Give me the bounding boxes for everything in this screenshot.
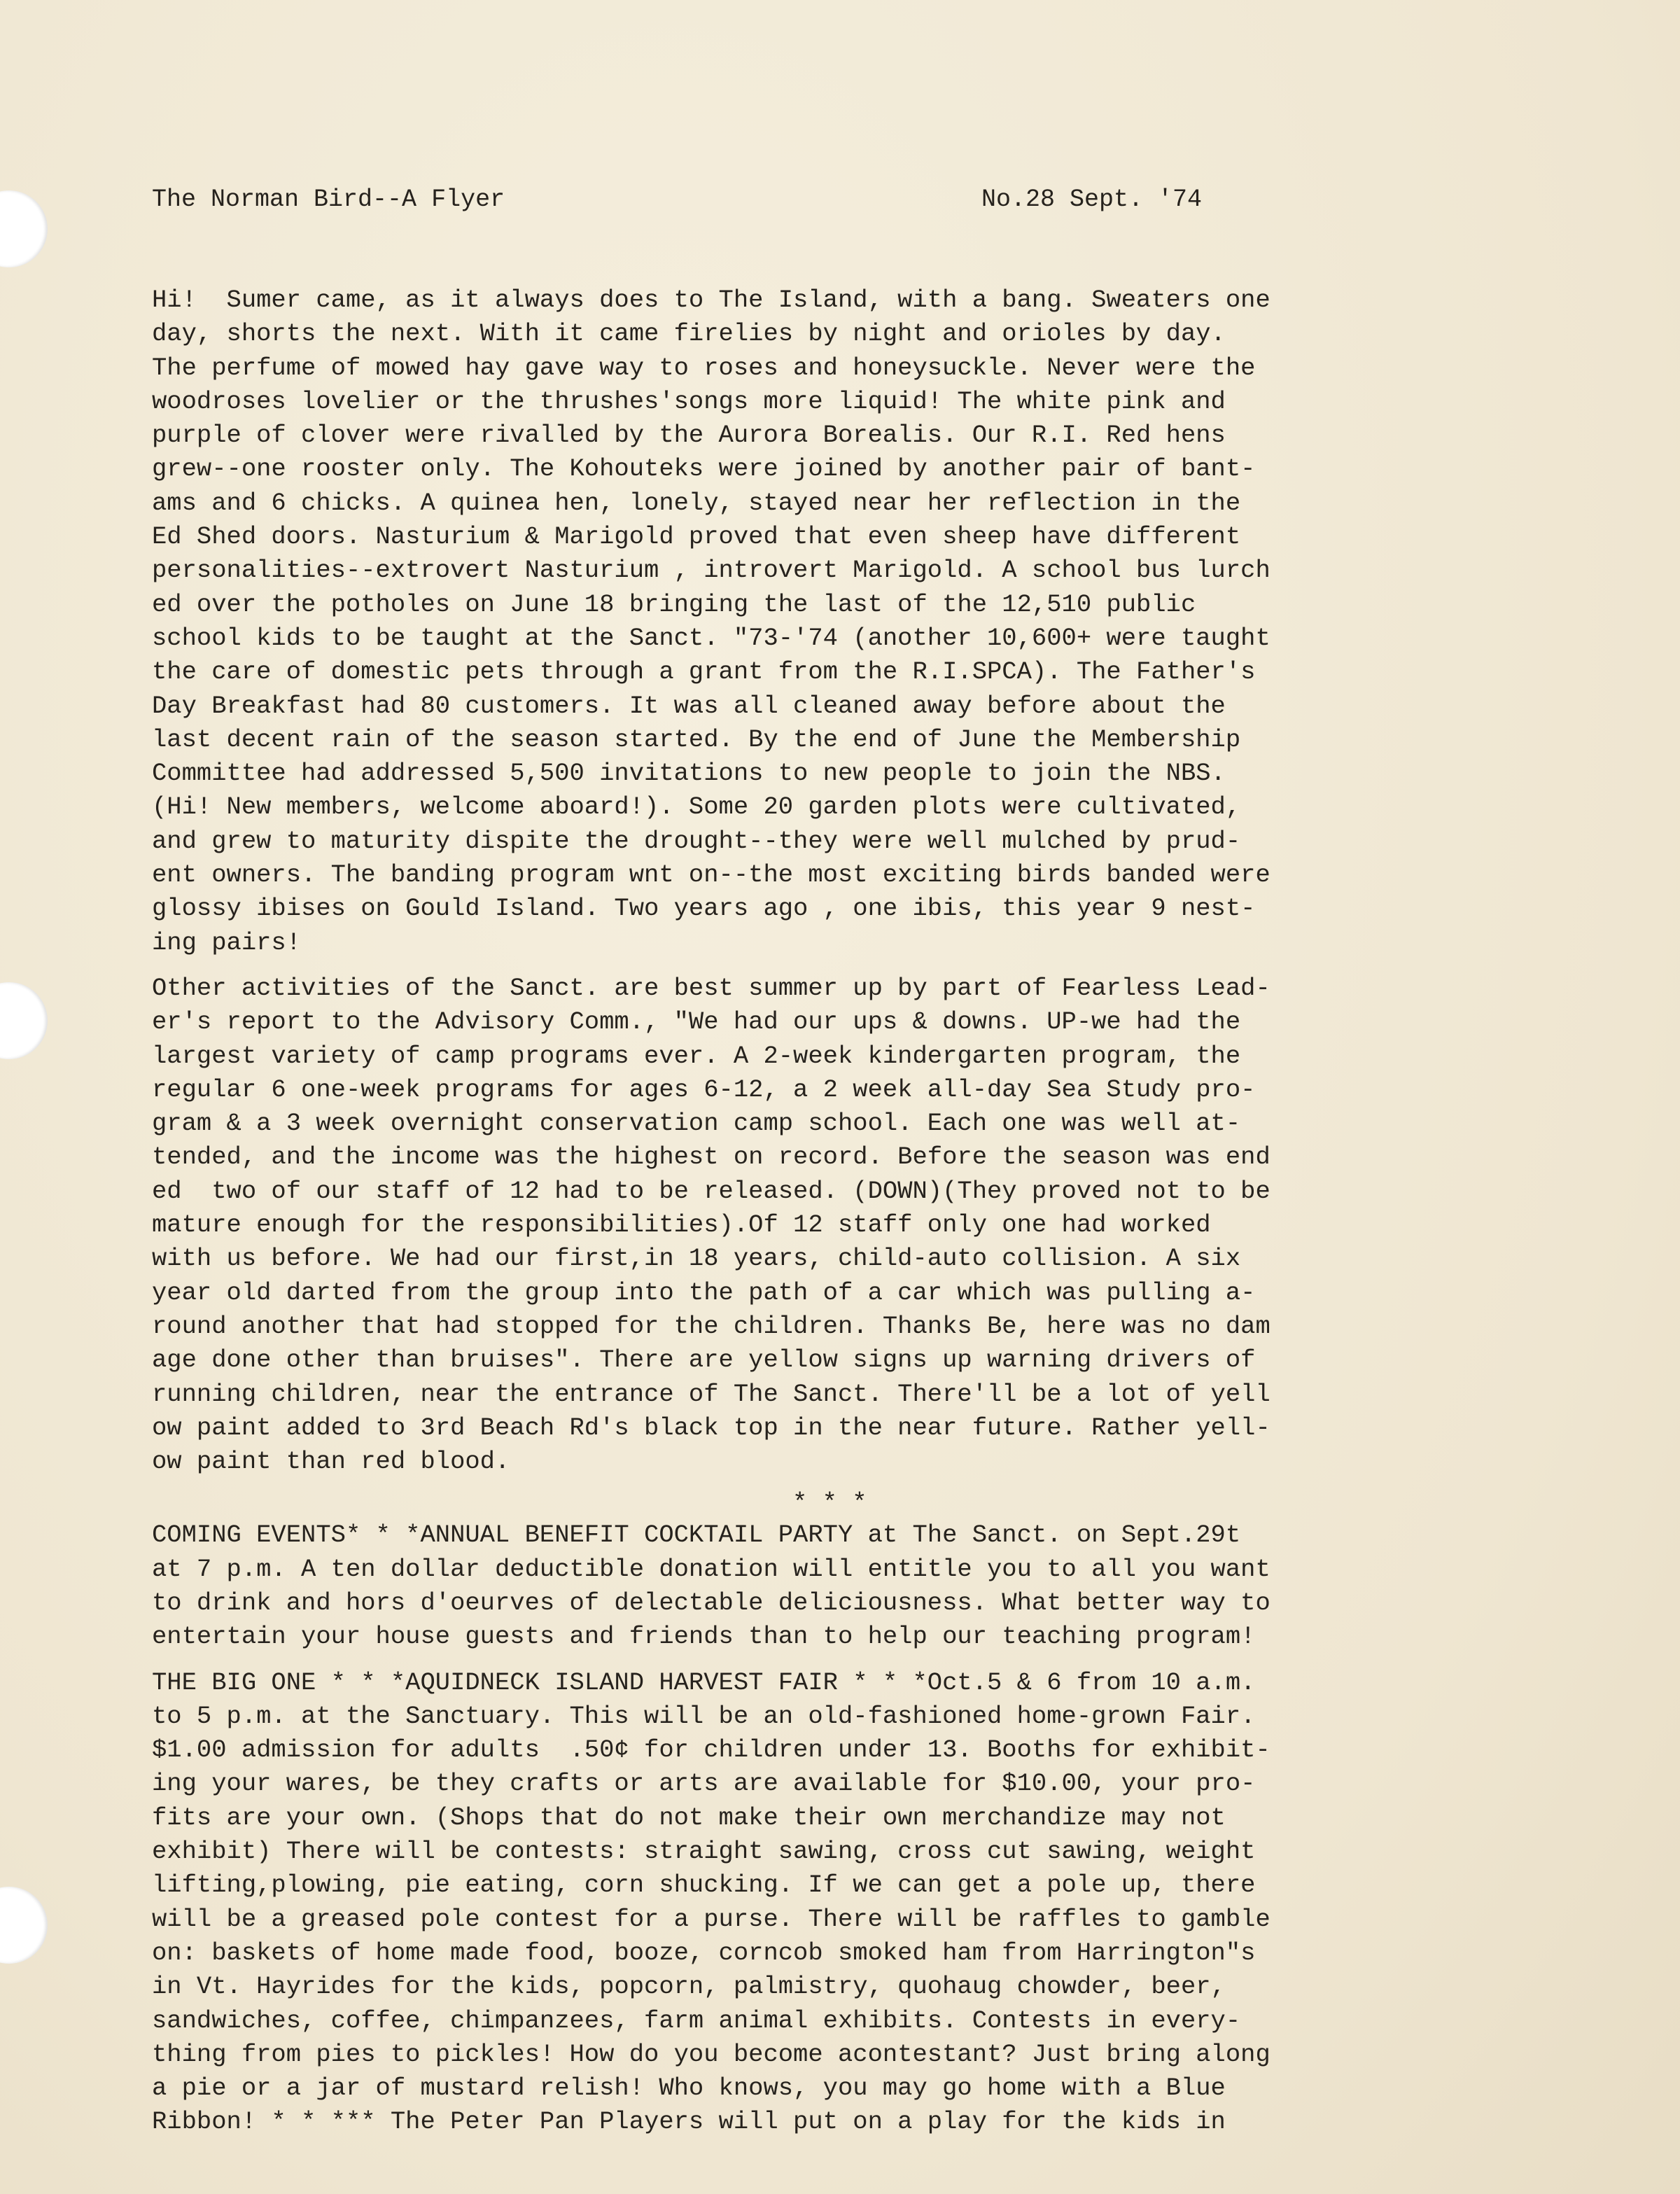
text-line: will be a greased pole contest for a purse. There will be raffles to gamble [152,1904,1270,1934]
text-line: mature enough for the responsibilities).Of 12 staff only one had worked [152,1210,1211,1240]
text-line: ow paint than red blood. [152,1447,510,1476]
text-line: round another that had stopped for the children. Thanks Be, here was no dam [152,1311,1270,1341]
newsletter-body [152,284,1433,2151]
text-line: personalities--extrovert Nasturium , introvert Marigold. A school bus lurch [152,556,1270,585]
paragraph-summer-news [152,284,1433,960]
text-line: The perfume of mowed hay gave way to roses and honeysuckle. Never were the [152,353,1256,382]
text-line: glossy ibises on Gould Island. Two years ago , one ibis, this year 9 nest- [152,894,1256,923]
text-line: ed over the potholes on June 18 bringing the last of the 12,510 public [152,589,1196,619]
text-line: THE BIG ONE * * *AQUIDNECK ISLAND HARVEST FAIR * * *Oct.5 & 6 from 10 a.m. [152,1668,1256,1697]
text-line: and grew to maturity dispite the drought--they were well mulched by prud- [152,826,1241,855]
text-line: ent owners. The banding program wnt on--the most exciting birds banded were [152,860,1270,890]
text-line: Ribbon! * * *** The Peter Pan Players will put on a play for the kids in [152,2107,1226,2137]
punch-hole [0,982,48,1059]
text-line: Committee had addressed 5,500 invitations to new people to join the NBS. [152,759,1226,788]
text-line: gram & a 3 week overnight conservation camp school. Each one was well at- [152,1109,1241,1138]
text-line: Day Breakfast had 80 customers. It was all cleaned away before about the [152,691,1226,720]
text-line: school kids to be taught at the Sanct. "73-'74 (another 10,600+ were taught [152,623,1270,652]
paragraph-coming-events [152,1518,1433,1654]
paragraph-sanctuary-activities [152,972,1433,1479]
punch-hole [0,190,48,267]
text-line: er's report to the Advisory Comm., "We had our ups & downs. UP-we had the [152,1007,1241,1037]
text-line: fits are your own. (Shops that do not make their own merchandize may not [152,1803,1226,1832]
text-line: tended, and the income was the highest on record. Before the season was end [152,1143,1270,1172]
text-line: the care of domestic pets through a grant from the R.I.SPCA). The Father's [152,657,1256,687]
text-line: ed two of our staff of 12 had to be released. (DOWN)(They proved not to be [152,1176,1270,1206]
text-line: ow paint added to 3rd Beach Rd's black top in the near future. Rather yell- [152,1413,1270,1442]
text-line: exhibit) There will be contests: straight sawing, cross cut sawing, weight [152,1837,1256,1866]
text-line: woodroses lovelier or the thrushes'songs more liquid! The white pink and [152,386,1226,416]
text-line: ing pairs! [152,928,302,957]
text-line: ams and 6 chicks. A quinea hen, lonely, stayed near her reflection in the [152,488,1241,517]
text-line: age done other than bruises". There are yellow signs up warning drivers of [152,1346,1256,1375]
text-line: regular 6 one-week programs for ages 6-12, a 2 week all-day Sea Study pro- [152,1075,1256,1104]
text-line: largest variety of camp programs ever. A 2-week kindergarten program, the [152,1041,1241,1070]
newsletter-header [152,186,1272,221]
text-line: Other activities of the Sanct. are best summer up by part of Fearless Lead- [152,973,1270,1002]
text-line: sandwiches, coffee, chimpanzees, farm animal exhibits. Contests in every- [152,2006,1241,2035]
paragraph-harvest-fair [152,1666,1433,2139]
text-line: entertain your house guests and friends than to help our teaching program! [152,1622,1256,1651]
newsletter-title: The Norman Bird--A Flyer [152,186,505,214]
text-line: to 5 p.m. at the Sanctuary. This will be an old-fashioned home-grown Fair. [152,1701,1256,1731]
punch-hole [0,1887,48,1964]
text-line: year old darted from the group into the path of a car which was pulling a- [152,1278,1256,1307]
text-line: lifting,plowing, pie eating, corn shucking. If we can get a pole up, there [152,1871,1256,1900]
issue-number-date: No.28 Sept. '74 [981,186,1203,214]
text-line: at 7 p.m. A ten dollar deductible donation will entitle you to all you want [152,1554,1270,1584]
text-line: in Vt. Hayrides for the kids, popcorn, palmistry, quohaug chowder, beer, [152,1972,1226,2001]
text-line: (Hi! New members, welcome aboard!). Some 20 garden plots were cultivated, [152,792,1241,822]
text-line: Ed Shed doors. Nasturium & Marigold proved that even sheep have different [152,522,1241,552]
text-line: with us before. We had our first,in 18 years, child-auto collision. A six [152,1244,1241,1273]
text-line: to drink and hors d'oeurves of delectable deliciousness. What better way to [152,1588,1270,1617]
text-line: ing your wares, be they crafts or arts are available for $10.00, your pro- [152,1769,1256,1798]
text-line: $1.00 admission for adults .50¢ for children under 13. Booths for exhibit- [152,1735,1270,1765]
text-line: thing from pies to pickles! How do you become acontestant? Just bring along [152,2039,1270,2069]
text-line: COMING EVENTS* * *ANNUAL BENEFIT COCKTAIL PARTY at The Sanct. on Sept.29t [152,1521,1241,1550]
text-line: running children, near the entrance of The Sanct. There'll be a lot of yell [152,1379,1270,1409]
text-line: last decent rain of the season started. By the end of June the Membership [152,725,1241,754]
text-line: day, shorts the next. With it came firelies by night and orioles by day. [152,319,1226,349]
text-line: a pie or a jar of mustard relish! Who knows, you may go home with a Blue [152,2074,1226,2103]
section-separator: * * * [792,1488,867,1518]
text-line: on: baskets of home made food, booze, corncob smoked ham from Harrington"s [152,1938,1256,1967]
text-line: Hi! Sumer came, as it always does to The Island, with a bang. Sweaters one [152,286,1270,314]
text-line: grew--one rooster only. The Kohouteks were joined by another pair of bant- [152,454,1256,484]
text-line: purple of clover were rivalled by the Aurora Borealis. Our R.I. Red hens [152,421,1226,450]
